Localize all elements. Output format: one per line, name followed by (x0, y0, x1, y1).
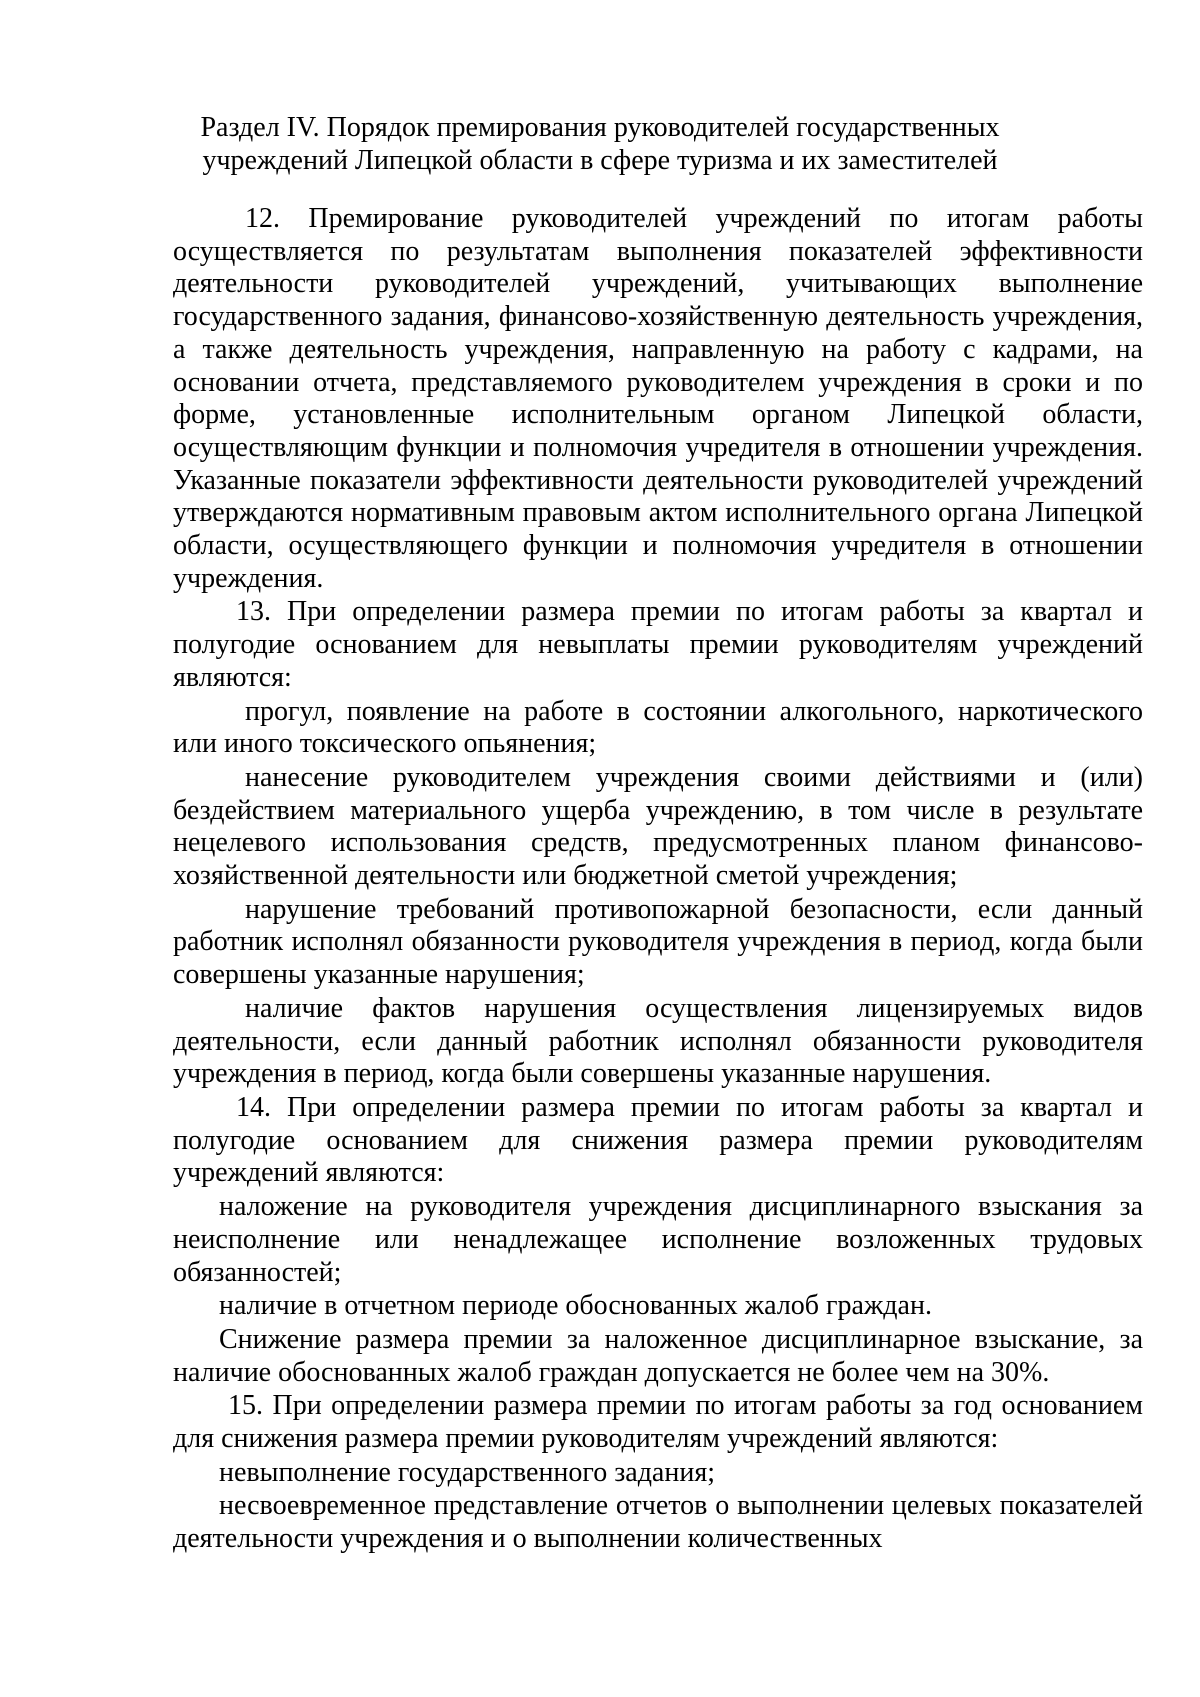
document-body (173, 203, 1143, 1557)
list-item: невыполнение государственного задания; (219, 1456, 715, 1488)
paragraph-13: 13. При определении размера премии по итогам работы за квартал и полугодие основанием для невыплаты премии руководителям учреждений являются: (173, 596, 1143, 693)
section-title-line: Раздел IV. Порядок премирования руководителей государственных (200, 112, 1000, 143)
paragraph-reduction-limit: Снижение размера премии за наложенное дисциплинарное взыскание, за наличие обоснованных жалоб граждан допускается не более чем на 30%. (173, 1323, 1143, 1388)
paragraph-14: 14. При определении размера премии по итогам работы за квартал и полугодие основанием для снижения размера премии руководителям учреждений являются: (173, 1091, 1143, 1189)
list-item: несвоевременное представление отчетов о выполнении целевых показателей деятельности учреждения и о выполнении количественных (173, 1490, 1143, 1555)
list-item: нанесение руководителем учреждения своими действиями и (или) бездействием материального ущерба учреждению, в том числе в результате нецелевого использования средств, предусмотренных планом финансово-хозяйственной деятельности или бюджетной сметой учреждения; (173, 761, 1143, 892)
list-item: нарушение требований противопожарной безопасности, если данный работник исполнял обязанности руководителя учреждения в период, когда были совершены указанные нарушения; (173, 893, 1143, 991)
paragraph-15: 15. При определении размера премии по итогам работы за год основанием для снижения размера премии руководителям учреждений являются: (173, 1390, 1143, 1455)
section-title-line: учреждений Липецкой области в сфере туризма и их заместителей (202, 144, 998, 176)
list-item: наличие в отчетном периоде обоснованных жалоб граждан. (219, 1290, 932, 1322)
list-item: наложение на руководителя учреждения дисциплинарного взыскания за неисполнение или ненадлежащее исполнение возложенных трудовых обязанностей; (173, 1191, 1143, 1288)
list-item: наличие фактов нарушения осуществления лицензируемых видов деятельности, если данный работник исполнял обязанности руководителя учреждения в период, когда были совершены указанные нарушения. (173, 992, 1143, 1090)
list-item: прогул, появление на работе в состоянии алкогольного, наркотического или иного токсического опьянения; (173, 695, 1143, 760)
paragraph-12: 12. Премирование руководителей учреждений по итогам работы осуществляется по результатам выполнения показателей эффективности деятельности руководителей учреждений, учитывающих выполнение государственного задания, финансово-хозяйственную деятельность учреждения, а также деятельность учреждения, направленную на работу с кадрами, на основании отчета, представляемого руководителем учреждения в сроки и по форме, установленные исполнительным органом Липецкой области, осуществляющим функции и полномочия учредителя в отношении учреждения. Указанные показатели эффективности деятельности руководителей учреждений утверждаются нормативным правовым актом исполнительного органа Липецкой области, осуществляющего функции и полномочия учредителя в отношении учреждения. (173, 203, 1143, 594)
section-title (200, 112, 1000, 177)
